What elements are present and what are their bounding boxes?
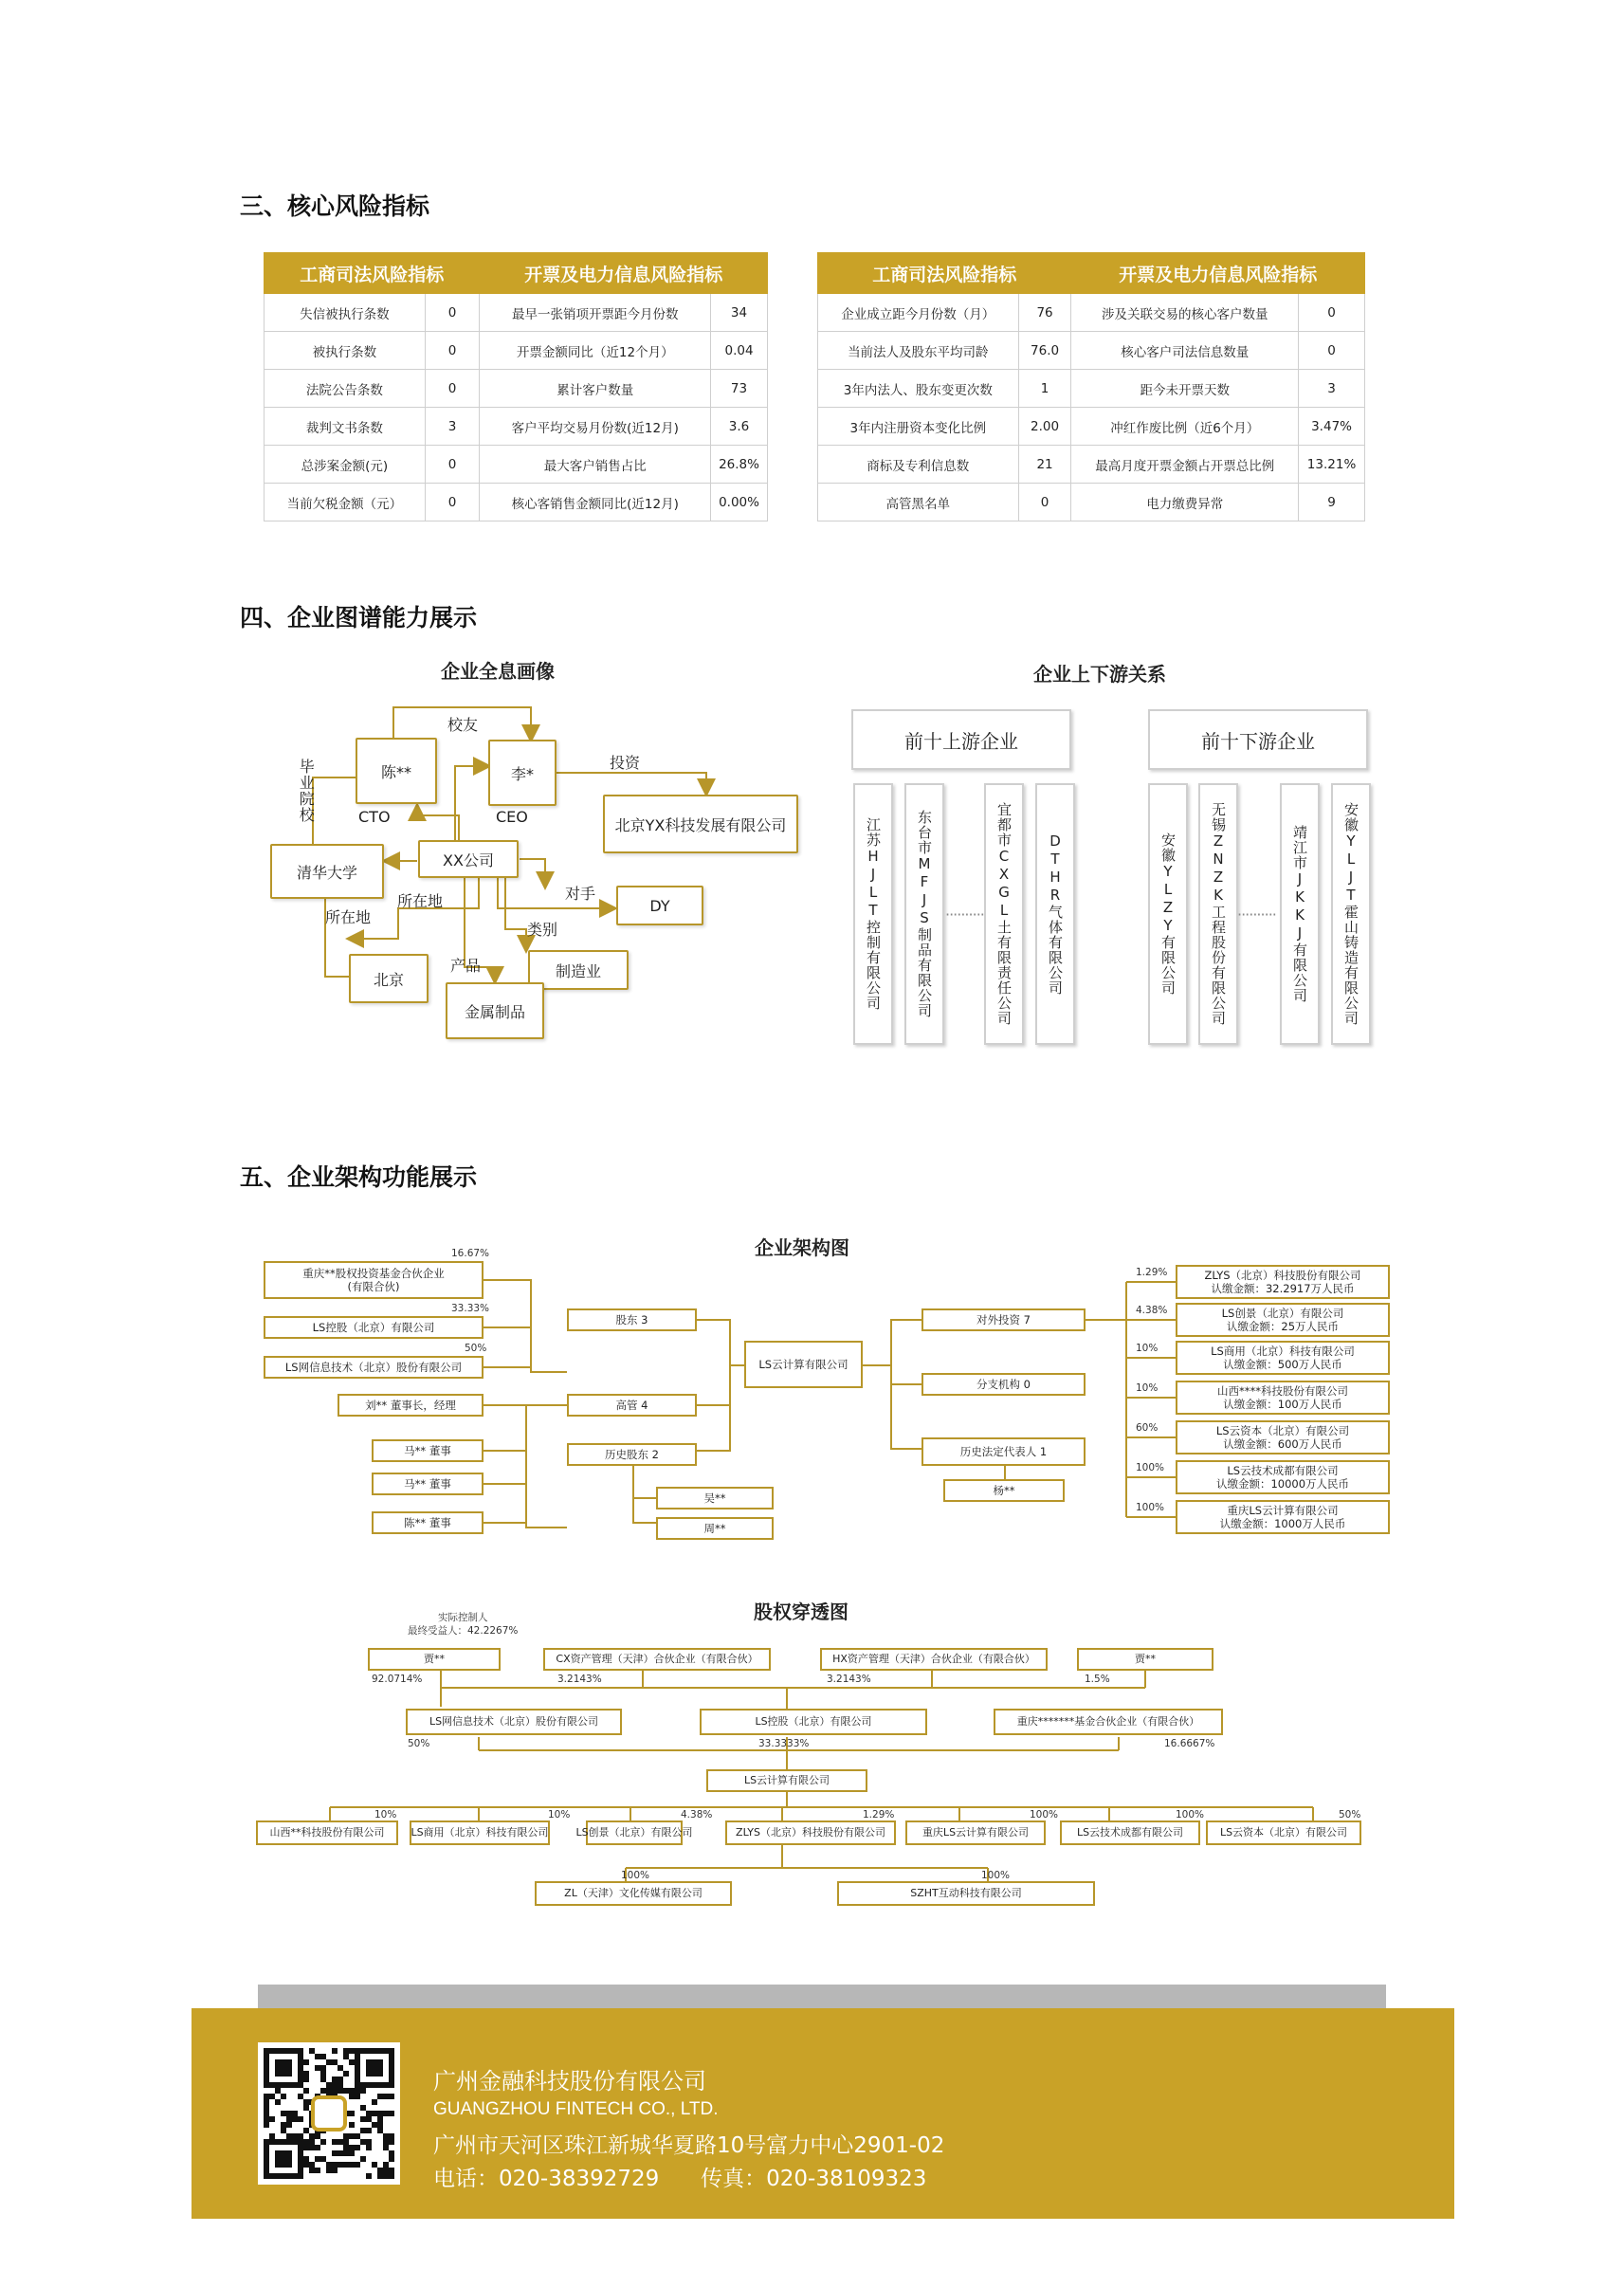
equity-sub-6: LS云技术成都有限公司 [1060,1820,1200,1845]
indicator-value: 3.47% [1299,408,1365,446]
portrait-title: 企业全息画像 [441,660,555,683]
indicator-name: 商标及专利信息数 [818,446,1019,484]
indicator-name: 当前法人及股东平均司龄 [818,332,1019,370]
indicator-name: 累计客户数量 [480,370,711,408]
upstream-ellipsis: ·········· [945,906,984,924]
footer-gray-bar [258,1985,1386,2008]
equity-sub-7: LS云资本（北京）有限公司 [1206,1820,1361,1845]
qr-code-icon [258,2042,400,2185]
footer-banner [192,2008,1454,2219]
indicator-name: 3年内注册资本变化比例 [818,408,1019,446]
arch-exec-2: 马** 董事 [372,1439,484,1462]
equity-top-3: HX资产管理（天津）合伙企业（有限合伙） [820,1648,1048,1671]
equity-sub-5: 重庆LS云计算有限公司 [905,1820,1046,1845]
arch-shareholder-1-label: 重庆**股权投资基金合伙企业 (有限合伙) [302,1266,445,1293]
chain-title: 企业上下游关系 [1033,663,1166,686]
indicator-value: 3.6 [711,408,768,446]
indicator-name: 失信被执行条数 [265,294,426,332]
arch-center-company: LS云计算有限公司 [744,1341,863,1388]
node-mfg: 制造业 [528,950,629,990]
down-company-label: 靖江市JKKJ有限公司 [1291,825,1308,1003]
down-company-label: 安徽YLJT霍山铸造有限公司 [1342,802,1359,1026]
node-tsinghua: 清华大学 [270,844,384,899]
equity-top-pct: 3.2143% [827,1674,871,1685]
equity-top-pct: 92.0714% [372,1674,423,1685]
footer-company-en: GUANGZHOU FINTECH CO., LTD. [433,2099,719,2119]
indicator-name: 电力缴费异常 [1071,484,1299,521]
indicator-value: 0 [1299,294,1365,332]
equity-title: 股权穿透图 [754,1601,848,1623]
footer-company-cn: 广州金融科技股份有限公司 [433,2068,706,2095]
indicator-name: 核心客户司法信息数量 [1071,332,1299,370]
indicator-name: 最高月度开票金额占开票总比例 [1071,446,1299,484]
table-header: 开票及电力信息风险指标 [1071,253,1365,294]
node-li: 李* [488,740,557,806]
equity-grand-2: SZHT互动科技有限公司 [837,1881,1095,1906]
equity-mid-pct: 33.3333% [758,1738,810,1749]
equity-mid-pct: 16.6667% [1164,1738,1215,1749]
indicator-name: 开票金额同比（近12个月） [480,332,711,370]
arch-history-2: 周** [656,1517,774,1540]
indicator-name: 企业成立距今月份数（月） [818,294,1019,332]
arch-group-shareholders: 股东 3 [567,1308,697,1331]
indicator-value: 0 [1299,332,1365,370]
equity-sub-pct: 10% [548,1809,571,1820]
arch-investment-pct: 10% [1136,1343,1159,1354]
arch-shareholder-2-pct: 33.33% [451,1303,490,1314]
indicator-value: 34 [711,294,768,332]
arch-investment-5: LS云资本（北京）有限公司 认缴金额：600万人民币 [1176,1420,1390,1455]
equity-sub-pct: 100% [1176,1809,1205,1820]
equity-grand-pct: 100% [981,1870,1011,1881]
footer-phone-fax: 电话：020-38392729 传真：020-38109323 [433,2167,927,2191]
downstream-header: 前十下游企业 [1148,709,1368,770]
up-company-label: DTHR气体有限公司 [1047,832,1064,996]
table-header: 工商司法风险指标 [265,253,480,294]
equity-sub-pct: 10% [374,1809,397,1820]
node-metal: 金属制品 [446,982,544,1039]
arch-investment-4: 山西****科技股份有限公司 认缴金额：100万人民币 [1176,1381,1390,1415]
equity-top-pct: 3.2143% [557,1674,602,1685]
node-bjyx: 北京YX科技发展有限公司 [603,795,798,853]
downstream-ellipsis: ·········· [1237,906,1276,924]
arch-group-execs: 高管 4 [567,1394,697,1417]
arch-investment-pct: 100% [1136,1502,1165,1513]
indicator-value: 0 [425,294,480,332]
equity-sub-1: 山西**科技股份有限公司 [256,1820,398,1845]
equity-grand-pct: 100% [621,1870,650,1881]
equity-top-4: 贾** [1077,1648,1213,1671]
arch-exec-4: 陈** 董事 [372,1511,484,1534]
section-title-graph: 四、企业图谱能力展示 [240,604,478,631]
equity-top-2: CX资产管理（天津）合伙企业（有限合伙） [543,1648,771,1671]
indicator-name: 法院公告条数 [265,370,426,408]
indicator-value: 3 [425,408,480,446]
edge-label-leibie: 类别 [527,921,558,939]
table-header: 工商司法风险指标 [818,253,1071,294]
indicator-value: 26.8% [711,446,768,484]
arch-investment-pct: 10% [1136,1382,1159,1394]
arch-group-branch: 分支机构 0 [921,1373,1086,1396]
indicator-value: 76.0 [1018,332,1071,370]
down-company-label: 无锡ZNZK工程股份有限公司 [1210,802,1227,1026]
indicator-name: 核心客销售金额同比(近12月) [480,484,711,521]
edge-label-location-2: 所在地 [325,908,372,926]
equity-mid-3: 重庆*******基金合伙企业（有限合伙） [994,1709,1223,1735]
indicator-value: 21 [1018,446,1071,484]
node-dy: DY [616,886,703,925]
arch-investment-pct: 60% [1136,1422,1159,1434]
edge-label-school: 毕业院校 [297,759,316,823]
arch-investment-2: LS创景（北京）有限公司 认缴金额：25万人民币 [1176,1303,1390,1337]
indicator-name: 距今未开票天数 [1071,370,1299,408]
indicator-value: 9 [1299,484,1365,521]
indicator-value: 3 [1299,370,1365,408]
equity-center: LS云计算有限公司 [706,1769,867,1792]
equity-sub-4: ZLYS（北京）科技股份有限公司 [725,1820,896,1845]
indicator-name: 当前欠税金额（元） [265,484,426,521]
indicator-name: 最大客户销售占比 [480,446,711,484]
arch-investment-pct: 1.29% [1136,1267,1168,1278]
indicator-value: 0 [425,446,480,484]
indicator-name: 最早一张销项开票距今月份数 [480,294,711,332]
indicator-value: 2.00 [1018,408,1071,446]
arch-exec-1: 刘** 董事长，经理 [338,1394,484,1417]
up-company-label: 江苏HJLT控制有限公司 [865,817,882,1011]
indicator-value: 13.21% [1299,446,1365,484]
up-company-label: 宜都市CXGL土有限责任公司 [995,802,1013,1026]
edge-label-chanpin: 产品 [450,957,482,975]
arch-shareholder-1-pct: 16.67% [451,1248,490,1259]
arch-investment-pct: 4.38% [1136,1305,1168,1316]
indicator-value: 0 [1018,484,1071,521]
node-xx: XX公司 [418,840,519,878]
indicator-name: 客户平均交易月份数(近12月) [480,408,711,446]
indicator-name: 裁判文书条数 [265,408,426,446]
arch-exec-3: 马** 董事 [372,1473,484,1495]
arch-investment-pct: 100% [1136,1462,1165,1473]
edge-label-xiaoyou: 校友 [447,716,479,734]
edge-label-touzi: 投资 [610,754,641,772]
section-title-arch: 五、企业架构功能展示 [240,1163,478,1191]
equity-mid-1: LS网信息技术（北京）股份有限公司 [406,1709,622,1735]
equity-top-1: 贾** [368,1648,501,1671]
node-chen: 陈** [356,738,437,804]
arch-group-legal: 历史法定代表人 1 [921,1437,1086,1466]
indicator-value: 0 [425,332,480,370]
up-company-label: 东台市MFJS制品有限公司 [916,810,933,1018]
equity-sub-pct: 50% [1339,1809,1361,1820]
indicator-value: 0 [425,370,480,408]
table-header: 开票及电力信息风险指标 [480,253,768,294]
arch-history-1: 吴** [656,1487,774,1509]
arch-group-history: 历史股东 2 [567,1443,697,1466]
edge-label-ceo: CEO [496,808,528,826]
down-company-label: 安徽YLZY有限公司 [1159,832,1177,996]
arch-group-invest: 对外投资 7 [921,1308,1086,1331]
arch-investment-1: ZLYS（北京）科技股份有限公司 认缴金额：32.2917万人民币 [1176,1265,1390,1299]
arch-investment-7: 重庆LS云计算有限公司 认缴金额：1000万人民币 [1176,1500,1390,1534]
indicator-value: 0 [425,484,480,521]
indicator-name: 被执行条数 [265,332,426,370]
indicator-name: 总涉案金额(元) [265,446,426,484]
indicator-name: 涉及关联交易的核心客户数量 [1071,294,1299,332]
indicator-value: 73 [711,370,768,408]
equity-grand-1: ZL（天津）文化传媒有限公司 [535,1881,732,1906]
edge-label-duishou: 对手 [565,885,596,903]
equity-sub-pct: 1.29% [863,1809,895,1820]
footer-address: 广州市天河区珠江新城华夏路10号富力中心2901-02 [433,2133,945,2158]
edge-label-location-1: 所在地 [397,892,444,910]
arch-legal-person: 杨** [943,1479,1065,1502]
indicator-value: 0.00% [711,484,768,521]
indicator-value: 76 [1018,294,1071,332]
indicator-name: 冲红作废比例（近6个月） [1071,408,1299,446]
arch-investment-3: LS商用（北京）科技有限公司 认缴金额：500万人民币 [1176,1341,1390,1375]
indicator-name: 高管黑名单 [818,484,1019,521]
equity-top-pct: 1.5% [1085,1674,1110,1685]
arch-shareholder-2: LS控股（北京）有限公司 [264,1316,484,1339]
equity-controller-note: 实际控制人 最终受益人：42.2267% [408,1612,519,1637]
arch-title: 企业架构图 [755,1236,849,1259]
equity-sub-pct: 4.38% [681,1809,713,1820]
indicator-value: 1 [1018,370,1071,408]
equity-sub-pct: 100% [1030,1809,1059,1820]
arch-shareholder-3: LS网信息技术（北京）股份有限公司 [264,1356,484,1379]
upstream-header: 前十上游企业 [851,709,1071,770]
equity-sub-3: LS创景（北京）有限公司 [586,1820,683,1845]
arch-investment-6: LS云技术成都有限公司 认缴金额：10000万人民币 [1176,1460,1390,1494]
equity-sub-2: LS商用（北京）科技有限公司 [410,1820,550,1845]
equity-mid-pct: 50% [408,1738,430,1749]
arch-shareholder-3-pct: 50% [465,1343,487,1354]
section-title-risk: 三、核心风险指标 [240,192,430,220]
equity-mid-2: LS控股（北京）有限公司 [700,1709,927,1735]
edge-label-cto: CTO [358,808,391,826]
indicator-name: 3年内法人、股东变更次数 [818,370,1019,408]
node-beijing: 北京 [349,954,429,1003]
indicator-value: 0.04 [711,332,768,370]
